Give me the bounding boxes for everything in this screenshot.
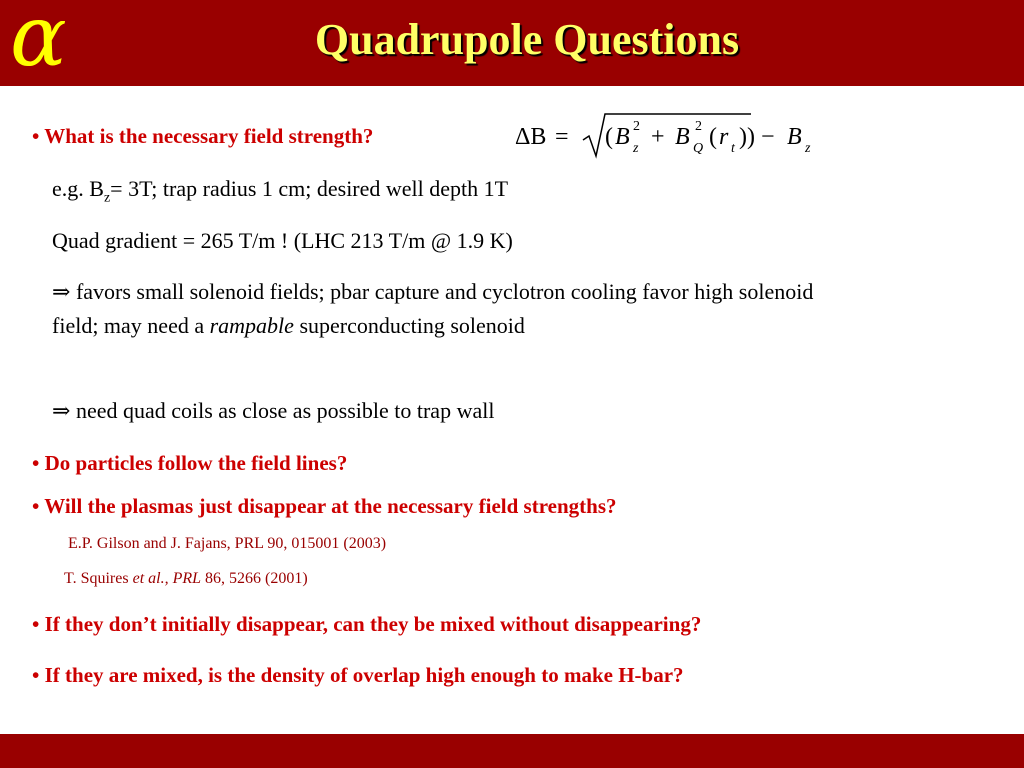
formula-t-sub: t xyxy=(731,141,735,156)
question-field-strength: • What is the necessary field strength? xyxy=(32,124,374,148)
ref-emphasis: et al., PRL xyxy=(132,570,202,587)
formula-sup2b: 2 xyxy=(695,119,702,134)
implies-coils xyxy=(52,394,494,428)
formula-b3: B xyxy=(787,124,802,150)
formula-b2: B xyxy=(675,124,690,150)
question-mixing: • If they don’t initially disappear, can they be mixed without disappearing? xyxy=(32,612,702,636)
implies-arrow-icon: ⇒ xyxy=(52,279,71,304)
question-hbar: • If they are mixed, is the density of overlap high enough to make H-bar? xyxy=(32,663,684,687)
formula-plus: + xyxy=(651,124,665,150)
reference-gilson: E.P. Gilson and J. Fajans, PRL 90, 015001 (2003) xyxy=(68,535,387,552)
ref-suffix: 86, 5266 (2001) xyxy=(201,570,308,587)
formula-delta-b: ΔB xyxy=(515,124,547,150)
implies-text-a: favors small solenoid fields; pbar capture and cyclotron cooling favor high solenoid field; may need a xyxy=(52,279,814,338)
ref-prefix: T. Squires xyxy=(64,570,133,587)
gradient-line: Quad gradient = 265 T/m ! (LHC 213 T/m @ 1.9 K) xyxy=(52,228,513,253)
formula-paren-open: ( xyxy=(605,124,613,150)
question-field-lines: • Do particles follow the field lines? xyxy=(32,451,348,475)
reference-squires xyxy=(64,570,308,588)
slide-title: Quadrupole Questions xyxy=(314,15,740,64)
formula-r: r xyxy=(719,124,729,150)
formula-equals: = xyxy=(555,124,569,150)
question-disappear: • Will the plasmas just disappear at the necessary field strengths? xyxy=(32,494,617,518)
implies-coils-text: need quad coils as close as possible to trap wall xyxy=(70,398,495,423)
implies-arrow-icon: ⇒ xyxy=(52,398,71,423)
example-sub: z xyxy=(103,190,111,206)
formula-z-sub2: z xyxy=(805,141,811,156)
formula-b1: B xyxy=(615,124,630,150)
formula-sup2: 2 xyxy=(633,119,640,134)
formula-minus: − xyxy=(761,124,775,150)
alpha-logo: α xyxy=(10,0,67,85)
formula-close: )) xyxy=(739,124,755,150)
example-suffix: = 3T; trap radius 1 cm; desired well depth 1T xyxy=(110,176,509,201)
formula-q-sub: Q xyxy=(693,141,704,156)
footer-bar xyxy=(0,734,1024,768)
implies-text-b: superconducting solenoid xyxy=(293,313,525,338)
example-line xyxy=(52,172,508,215)
formula-r-open: ( xyxy=(709,124,717,150)
implies-emphasis: rampable xyxy=(209,313,294,338)
example-prefix: e.g. B xyxy=(52,176,104,201)
implies-solenoid xyxy=(52,275,832,343)
formula-z-sub: z xyxy=(633,141,639,156)
field-formula xyxy=(515,110,825,166)
